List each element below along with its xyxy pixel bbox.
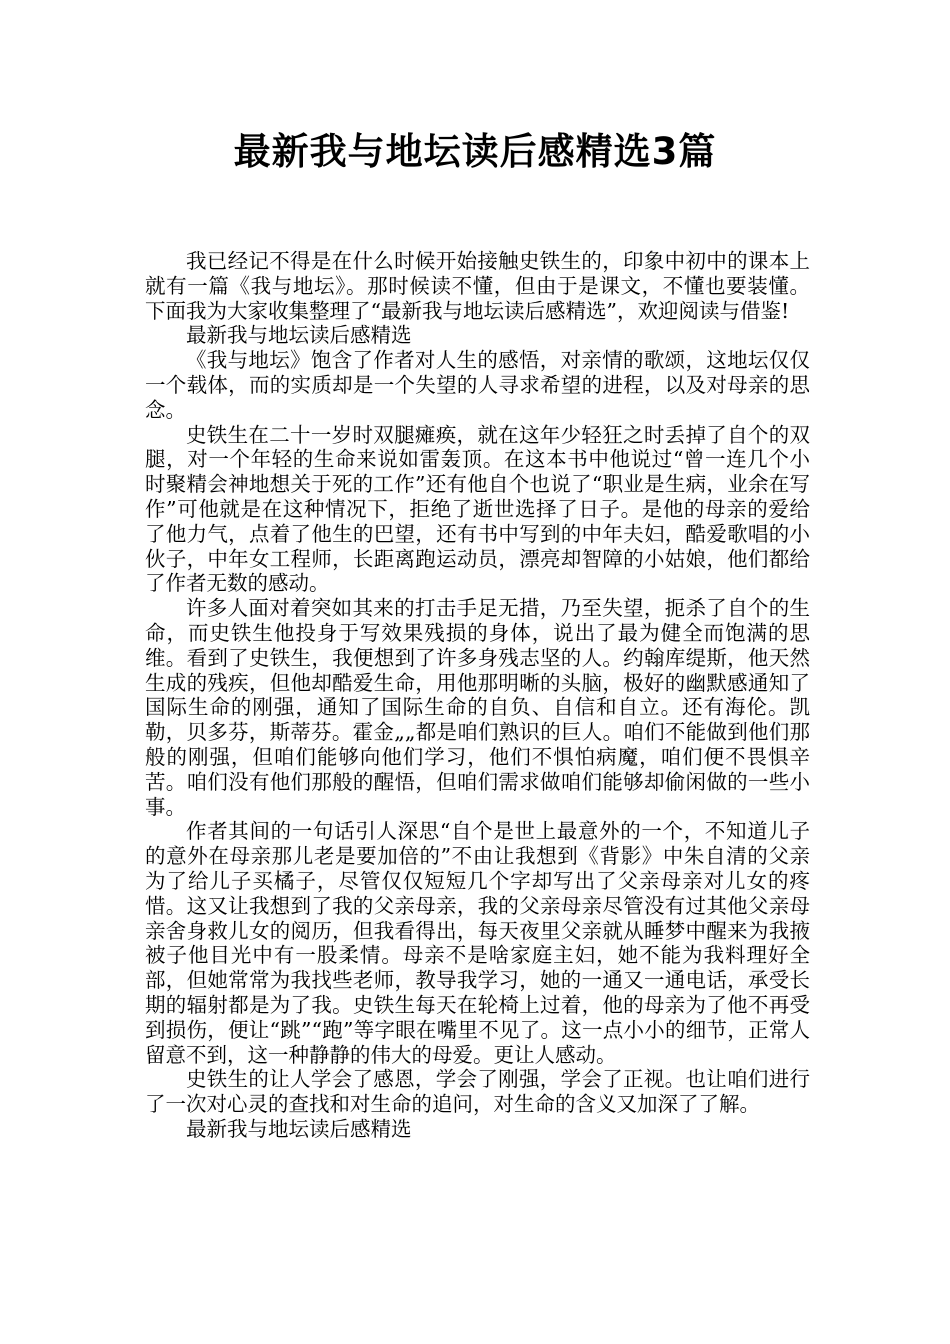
body-paragraph: 作者其间的一句话引人深思“自个是世上最意外的一个，不知道儿子的意外在母亲那儿老是要加倍的”不由让我想到《背影》中朱自清的父亲为了给儿子买橘子，尽管仅仅短短几个字却写出了父亲母亲对儿女的疼惜。这又让我想到了我的父亲母亲，我的父亲母亲尽管没有过其他父亲母亲舍身救儿女的阅历，但我看得出，每天夜里父亲就从睡梦中醒来为我掖被子他目光中有一股柔情。母亲不是啥家庭主妇，她不能为我料理好全部，但她常常为我找些老师，教导我学习，她的一通又一通电话，承受长期的辐射都是为了我。史铁生每天在轮椅上过着，他的母亲为了他不再受到损伤，便让“跳”“跑”等字眼在嘴里不见了。这一点小小的细节，正常人留意不到，这一种静静的伟大的母爱。更让人感动。 bbox=[145, 819, 810, 1067]
body-paragraph: 史铁生在二十一岁时双腿瘫痪，就在这年少轻狂之时丢掉了自个的双腿，对一个年轻的生命来说如雷轰顶。在这本书中他说过“曾一连几个小时聚精会神地想关于死的工作”还有他自个也说了“职业是生病，业余在写作”可他就是在这种情况下，拒绝了逝世选择了日子。是他的母亲的爱给了他力气，点着了他生的巴望，还有书中写到的中年夫妇，酷爱歌唱的小伙子，中年女工程师，长距离跑运动员，漂亮却智障的小姑娘，他们都给了作者无数的感动。 bbox=[145, 422, 810, 596]
section-heading: 最新我与地坛读后感精选 bbox=[186, 323, 412, 348]
body-paragraph: 史铁生的让人学会了感恩，学会了刚强，学会了正视。也让咱们进行了一次对心灵的查找和对生命的追问，对生命的含义又加深了了解。 bbox=[145, 1067, 810, 1117]
document-body bbox=[145, 249, 810, 1142]
document-title: 最新我与地坛读后感精选3篇 bbox=[233, 130, 717, 173]
body-paragraph: 许多人面对着突如其来的打击手足无措，乃至失望，扼杀了自个的生命，而史铁生他投身于写效果残损的身体，说出了最为健全而饱满的思维。看到了史铁生，我便想到了许多身残志坚的人。约翰库缇斯，他天然生成的残疾，但他却酷爱生命，用他那明晰的头脑，极好的幽默感通知了国际生命的刚强，通知了国际生命的自负、自信和自立。还有海伦。凯勒，贝多芬，斯蒂芬。霍金„„都是咱们熟识的巨人。咱们不能做到他们那般的刚强，但咱们能够向他们学习，他们不惧怕病魔，咱们便不畏惧辛苦。咱们没有他们那般的醒悟，但咱们需求做咱们能够却偷闲做的一些小事。 bbox=[145, 596, 810, 819]
section-heading: 最新我与地坛读后感精选 bbox=[186, 1116, 412, 1141]
intro-paragraph: 我已经记不得是在什么时候开始接触史铁生的，印象中初中的课本上就有一篇《我与地坛》。那时候读不懂，但由于是课文，不懂也要装懂。下面我为大家收集整理了“最新我与地坛读后感精选”，欢迎阅读与借鉴! bbox=[145, 249, 810, 323]
body-paragraph: 《我与地坛》饱含了作者对人生的感悟，对亲情的歌颂，这地坛仅仅一个载体，而的实质却是一个失望的人寻求希望的进程，以及对母亲的思念。 bbox=[145, 348, 810, 422]
